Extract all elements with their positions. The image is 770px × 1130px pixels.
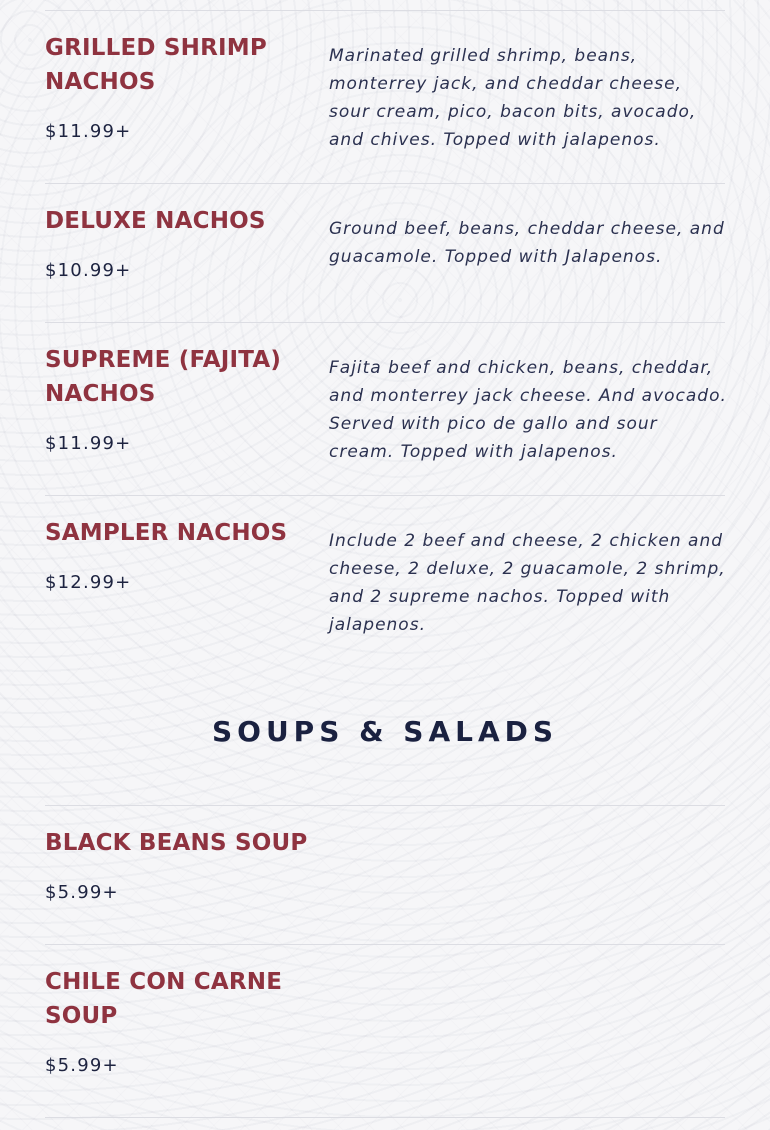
menu-divider: [45, 1117, 725, 1118]
menu-item-description: Ground beef, beans, cheddar cheese, and guacamole. Topped with Jalapenos.: [329, 219, 725, 267]
menu-item-description: Include 2 beef and cheese, 2 chicken and cheese, 2 deluxe, 2 guacamole, 2 shrimp, and 2 supreme nachos. Topped with jalapenos.: [329, 531, 726, 635]
menu-divider: [45, 183, 725, 184]
menu-item-price: $5.99+: [45, 1055, 119, 1076]
menu-divider: [45, 495, 725, 496]
menu-item-price: $11.99+: [45, 121, 132, 142]
menu-divider: [45, 10, 725, 11]
menu-item-description: Fajita beef and chicken, beans, cheddar, and monterrey jack cheese. And avocado. Served with pico de gallo and sour cream. Topped with jalapenos.: [329, 358, 727, 462]
menu-item-name: SAMPLER NACHOS: [45, 520, 288, 546]
menu-item-price: $12.99+: [45, 572, 132, 593]
menu-item-name: CHILE CON CARNE SOUP: [45, 969, 283, 1029]
menu-item-name: BLACK BEANS SOUP: [45, 830, 308, 856]
section-title-soups-salads: SOUPS & SALADS: [211, 715, 559, 748]
menu-item-name: GRILLED SHRIMP NACHOS: [45, 35, 267, 95]
menu-divider: [45, 322, 725, 323]
menu-divider: [45, 944, 725, 945]
menu-divider: [45, 805, 725, 806]
menu-item-price: $10.99+: [45, 260, 132, 281]
menu-item-name: DELUXE NACHOS: [45, 208, 266, 234]
menu-item-price: $5.99+: [45, 882, 119, 903]
menu-item-price: $11.99+: [45, 433, 132, 454]
menu-item-name: SUPREME (FAJITA) NACHOS: [45, 347, 282, 407]
menu-item-description: Marinated grilled shrimp, beans, monterrey jack, and cheddar cheese, sour cream, pico, bacon bits, avocado, and chives. Topped with jalapenos.: [329, 46, 697, 150]
